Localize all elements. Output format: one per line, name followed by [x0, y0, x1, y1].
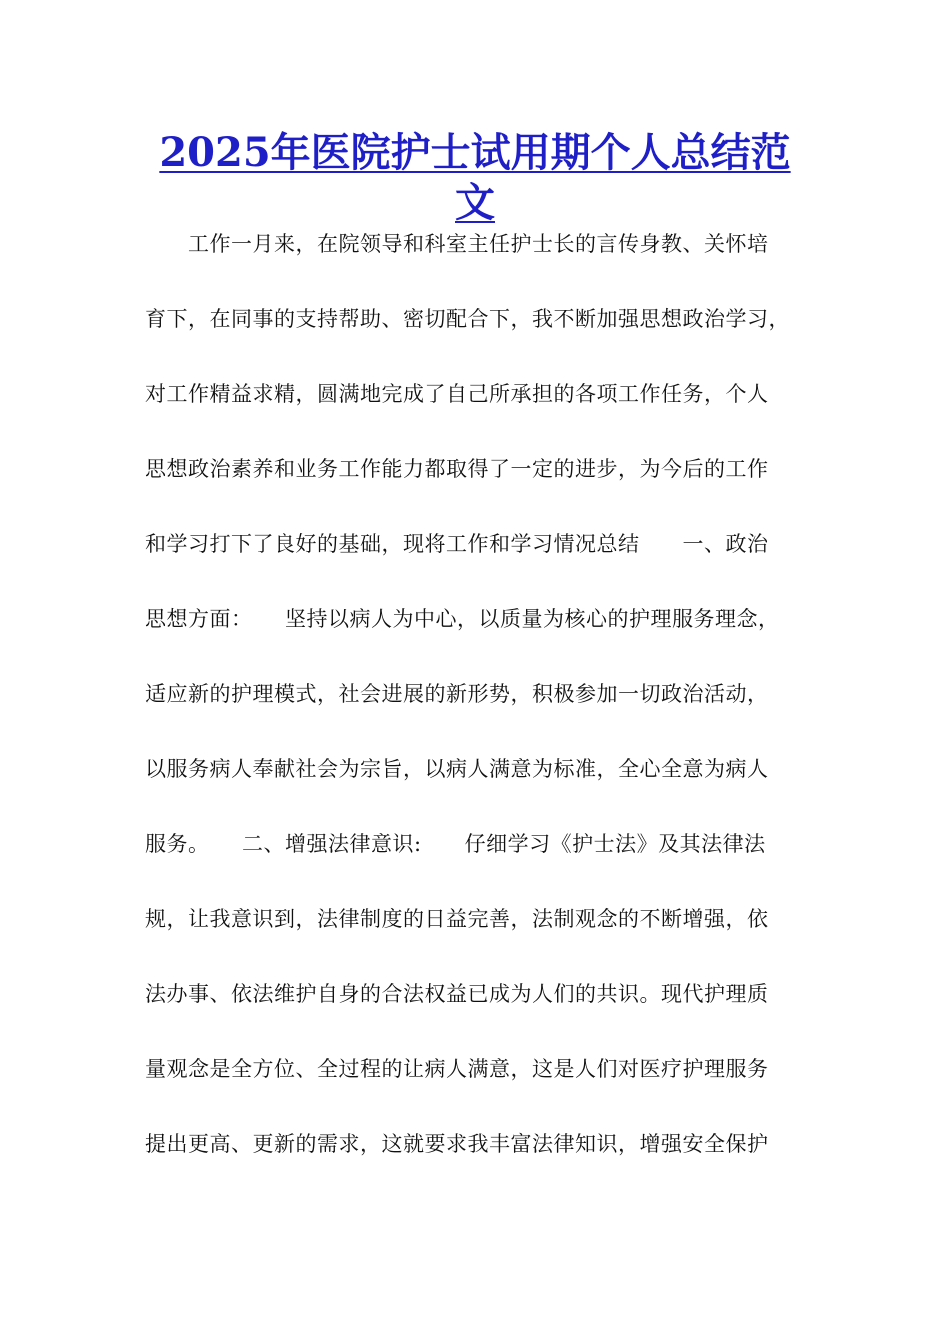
body-line: 服务。 二、增强法律意识: 仔细学习《护士法》及其法律法	[145, 832, 766, 856]
document-body	[145, 207, 805, 1182]
body-line: 适应新的护理模式，社会进展的新形势，积极参加一切政治活动，	[145, 682, 769, 706]
body-line: 法办事、依法维护自身的合法权益已成为人们的共识。现代护理质	[145, 982, 769, 1006]
body-line: 对工作精益求精，圆满地完成了自己所承担的各项工作任务，个人	[145, 382, 769, 406]
title-line-2: 文	[455, 179, 495, 226]
body-line: 思想方面： 坚持以病人为中心，以质量为核心的护理服务理念，	[145, 607, 780, 631]
body-line: 提出更高、更新的需求，这就要求我丰富法律知识，增强安全保护	[145, 1132, 769, 1156]
body-line: 以服务病人奉献社会为宗旨，以病人满意为标准，全心全意为病人	[145, 757, 769, 781]
body-line: 规，让我意识到，法律制度的日益完善，法制观念的不断增强，依	[145, 907, 769, 931]
body-line: 量观念是全方位、全过程的让病人满意，这是人们对医疗护理服务	[145, 1057, 769, 1081]
body-line: 工作一月来，在院领导和科室主任护士长的言传身教、关怀培	[145, 232, 769, 256]
body-line: 思想政治素养和业务工作能力都取得了一定的进步，为今后的工作	[145, 457, 769, 481]
body-line: 和学习打下了良好的基础，现将工作和学习情况总结 一、政治	[145, 532, 769, 556]
body-line: 育下，在同事的支持帮助、密切配合下，我不断加强思想政治学习，	[145, 307, 790, 331]
title-line-1: 2025年医院护士试用期个人总结范	[159, 129, 791, 176]
